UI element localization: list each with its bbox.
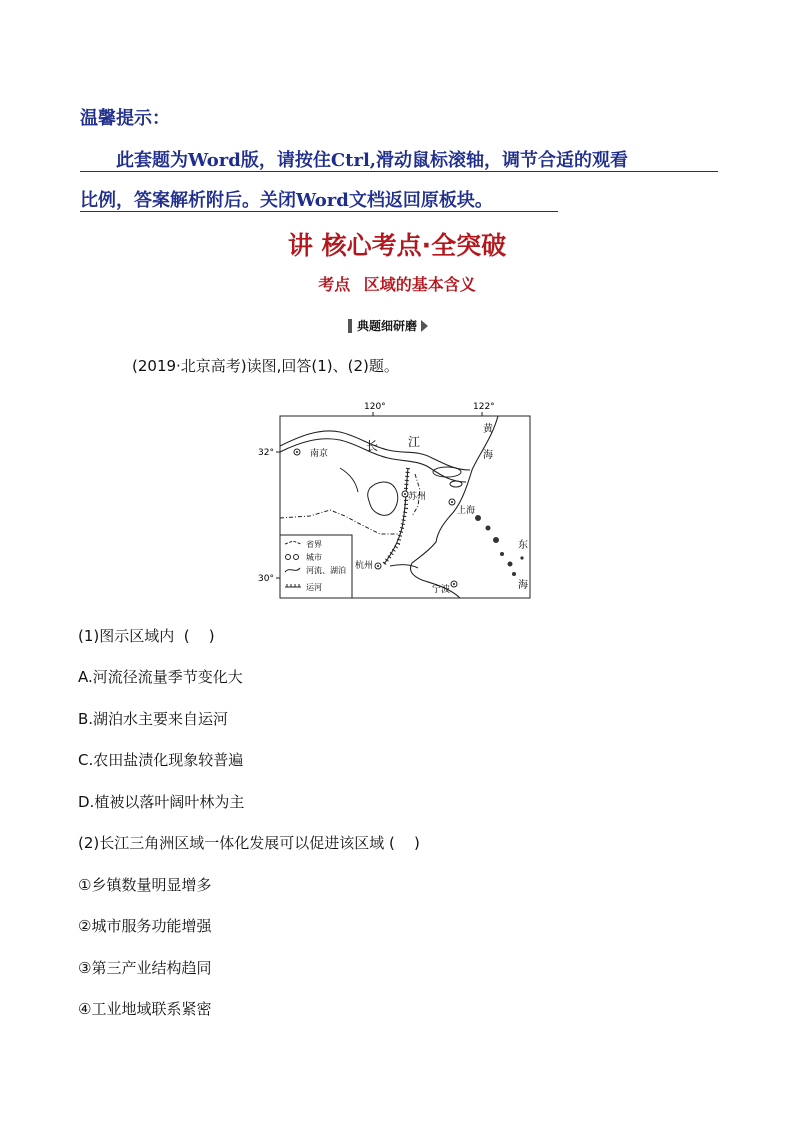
legend-canal-label: 运河 [306,583,322,592]
q1-option-d: D.植被以落叶阔叶林为主 [78,793,245,811]
label-nanjing: 南京 [310,449,329,459]
legend-province-label: 省界 [306,540,322,549]
label-huang: 黄 [483,424,493,435]
question-intro: (2019·北京高考)读图,回答(1)、(2)题。 [132,357,399,375]
island [508,562,513,567]
city-nanjing-dot [296,451,298,453]
tip-underline-2 [80,211,558,212]
city-hangzhou-dot [377,565,379,567]
island [475,515,481,521]
banner-arrow-icon [421,320,428,332]
section-banner [348,317,428,334]
q2-stem: (2)长江三角洲区域一体化发展可以促进该区域 ( ) [78,834,420,852]
q2-item-1: ①乡镇数量明显增多 [78,876,212,894]
label-hangzhou: 杭州 [355,561,374,571]
label-hai-yellow: 海 [483,450,493,461]
label-chang: 长 [366,439,379,453]
label-suzhou: 苏州 [408,492,427,502]
main-heading: 讲 核心考点·全突破 [287,231,507,260]
banner-label: 典题细研磨 [357,319,418,333]
label-dong: 东 [518,540,528,551]
q1-option-b: B.湖泊水主要来自运河 [78,710,229,728]
legend-river-label: 河流、湖泊 [306,566,346,575]
q1-stem: (1)图示区域内 ( ) [78,627,215,645]
banner-bar [348,319,352,333]
city-suzhou-dot [404,493,406,495]
q1-option-c: C.农田盐渍化现象较普遍 [78,751,244,769]
label-lon-120: 120° [364,402,386,412]
label-jiang: 江 [408,435,421,449]
legend-city-label: 城市 [306,553,322,562]
label-lat-30: 30° [258,574,274,584]
q2-item-4: ④工业地域联系紧密 [78,1000,212,1018]
legend-city-icon-2 [294,555,299,560]
tip-line-2: 比例，答案解析附后。关闭Word文档返回原板块。 [80,190,493,211]
label-hai-east: 海 [518,580,528,591]
island [520,556,523,559]
q1-option-a: A.河流径流量季节变化大 [78,668,243,686]
label-lon-122: 122° [473,402,495,412]
q2-item-2: ②城市服务功能增强 [78,917,212,935]
island [486,526,491,531]
island [512,572,516,576]
island [500,552,504,556]
label-ningbo: 宁波 [432,585,451,595]
city-ningbo-dot [453,583,455,585]
label-lat-32: 32° [258,448,274,458]
label-shanghai: 上海 [457,506,476,516]
legend-city-icon [286,555,291,560]
tip-line-1: 此套题为Word版，请按住Ctrl,滑动鼠标滚轴，调节合适的观看 [116,150,629,171]
tip-underline-1 [80,171,718,172]
q2-item-3: ③第三产业结构趋同 [78,959,212,977]
region-map [240,398,540,603]
sub-heading: 考点 区域的基本含义 [318,275,476,294]
island [493,537,499,543]
tip-title: 温馨提示： [80,108,170,129]
city-shanghai-dot [451,501,453,503]
